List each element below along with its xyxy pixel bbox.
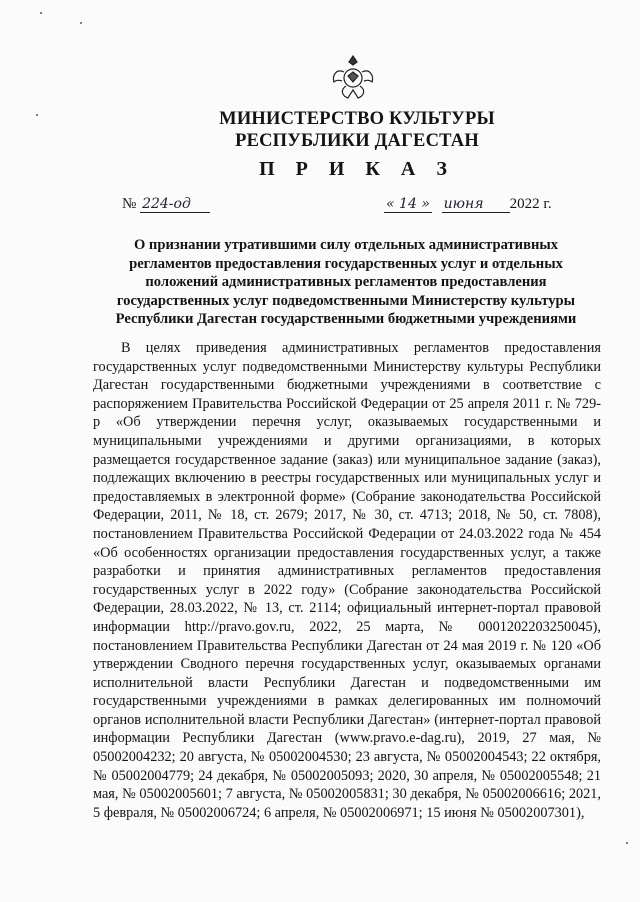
- order-subject: О признании утратившими силу отдельных административных регламентов предоставления государственных услуг и отдельных положений административных регламентов предоставления государственных услуг подведомственными Министерству культуры Республики Дагестан государственными бюджетными учреждениями: [115, 237, 577, 328]
- ministry-line-2: РЕСПУБЛИКИ ДАГЕСТАН: [235, 131, 479, 151]
- dagestan-coat-of-arms-icon: [326, 50, 380, 104]
- order-number: [122, 196, 210, 213]
- scan-speck: [40, 12, 42, 14]
- date-month-handwritten: июня: [442, 196, 510, 213]
- scan-speck: [80, 22, 82, 24]
- scan-speck: [36, 114, 38, 116]
- order-body-paragraph: В целях приведения административных регламентов предоставления государственных услуг подведомственными Министерству культуры Республики Дагестан государственными бюджетными учреждениями в соответствие с распоряжением Правительства Российской Федерации от 25 апреля 2011 г. № 729-р «Об утверждении перечня услуг, оказываемых государственными и муниципальными учреждениями и другими организациями, в которых размещается государственное задание (заказ) или муниципальное задание (заказ), подлежащих включению в реестры государственных или муниципальных услуг и предоставляемых в электронной форме» (Собрание законодательства Российской Федерации, 2011, № 18, ст. 2679; 2017, № 30, ст. 4713; 2018, № 50, ст. 7808), постановлением Правительства Российской Федерации от 24.03.2022 года № 454 «Об особенностях организации предоставления государственных услуг, а также разработки и принятия административных регламентов предоставления государственных услуг в 2022 году» (Собрание законодательства Российской Федерации, 28.03.2022, № 13, ст. 2114; официальный интернет-портал правовой информации http://pravo.gov.ru, 2022, 25 марта, № 0001202203250045), постановлением Правительства Республики Дагестан от 24 мая 2019 г. № 120 «Об утверждении Сводного перечня государственных услуг, оказываемых органами исполнительной власти Республики Дагестан и подведомственными им государственными учреждениями в рамках делегированных им полномочий органов исполнительной власти Республики Дагестан» (интернет-портал правовой информации Республики Дагестан (www.pravo.e-dag.ru), 2019, 27 мая, № 05002004232; 20 августа, № 05002004530; 23 августа, № 05002004543; 22 октября, № 05002004779; 24 декабря, № 05002005093; 2020, 30 апреля, № 05002005548; 21 мая, № 05002005601; 7 августа, № 05002005831; 30 декабря, № 05002006616; 2021, 5 февраля, № 05002006724; 6 апреля, № 05002006971; 15 июня № 05002007301),: [93, 340, 601, 821]
- scan-speck: [626, 842, 628, 844]
- date-close-quote: »: [421, 196, 430, 212]
- date-day-handwritten: 14: [399, 196, 417, 212]
- order-title: П Р И К А З: [259, 158, 455, 180]
- number-prefix: №: [122, 196, 137, 212]
- date-open-quote: «: [386, 196, 395, 212]
- date-year: 2022 г.: [509, 196, 552, 212]
- ministry-name: [150, 108, 564, 152]
- order-date: [384, 196, 552, 213]
- ministry-line-1: МИНИСТЕРСТВО КУЛЬТУРЫ: [219, 109, 495, 129]
- order-number-handwritten: 224-од: [140, 196, 210, 213]
